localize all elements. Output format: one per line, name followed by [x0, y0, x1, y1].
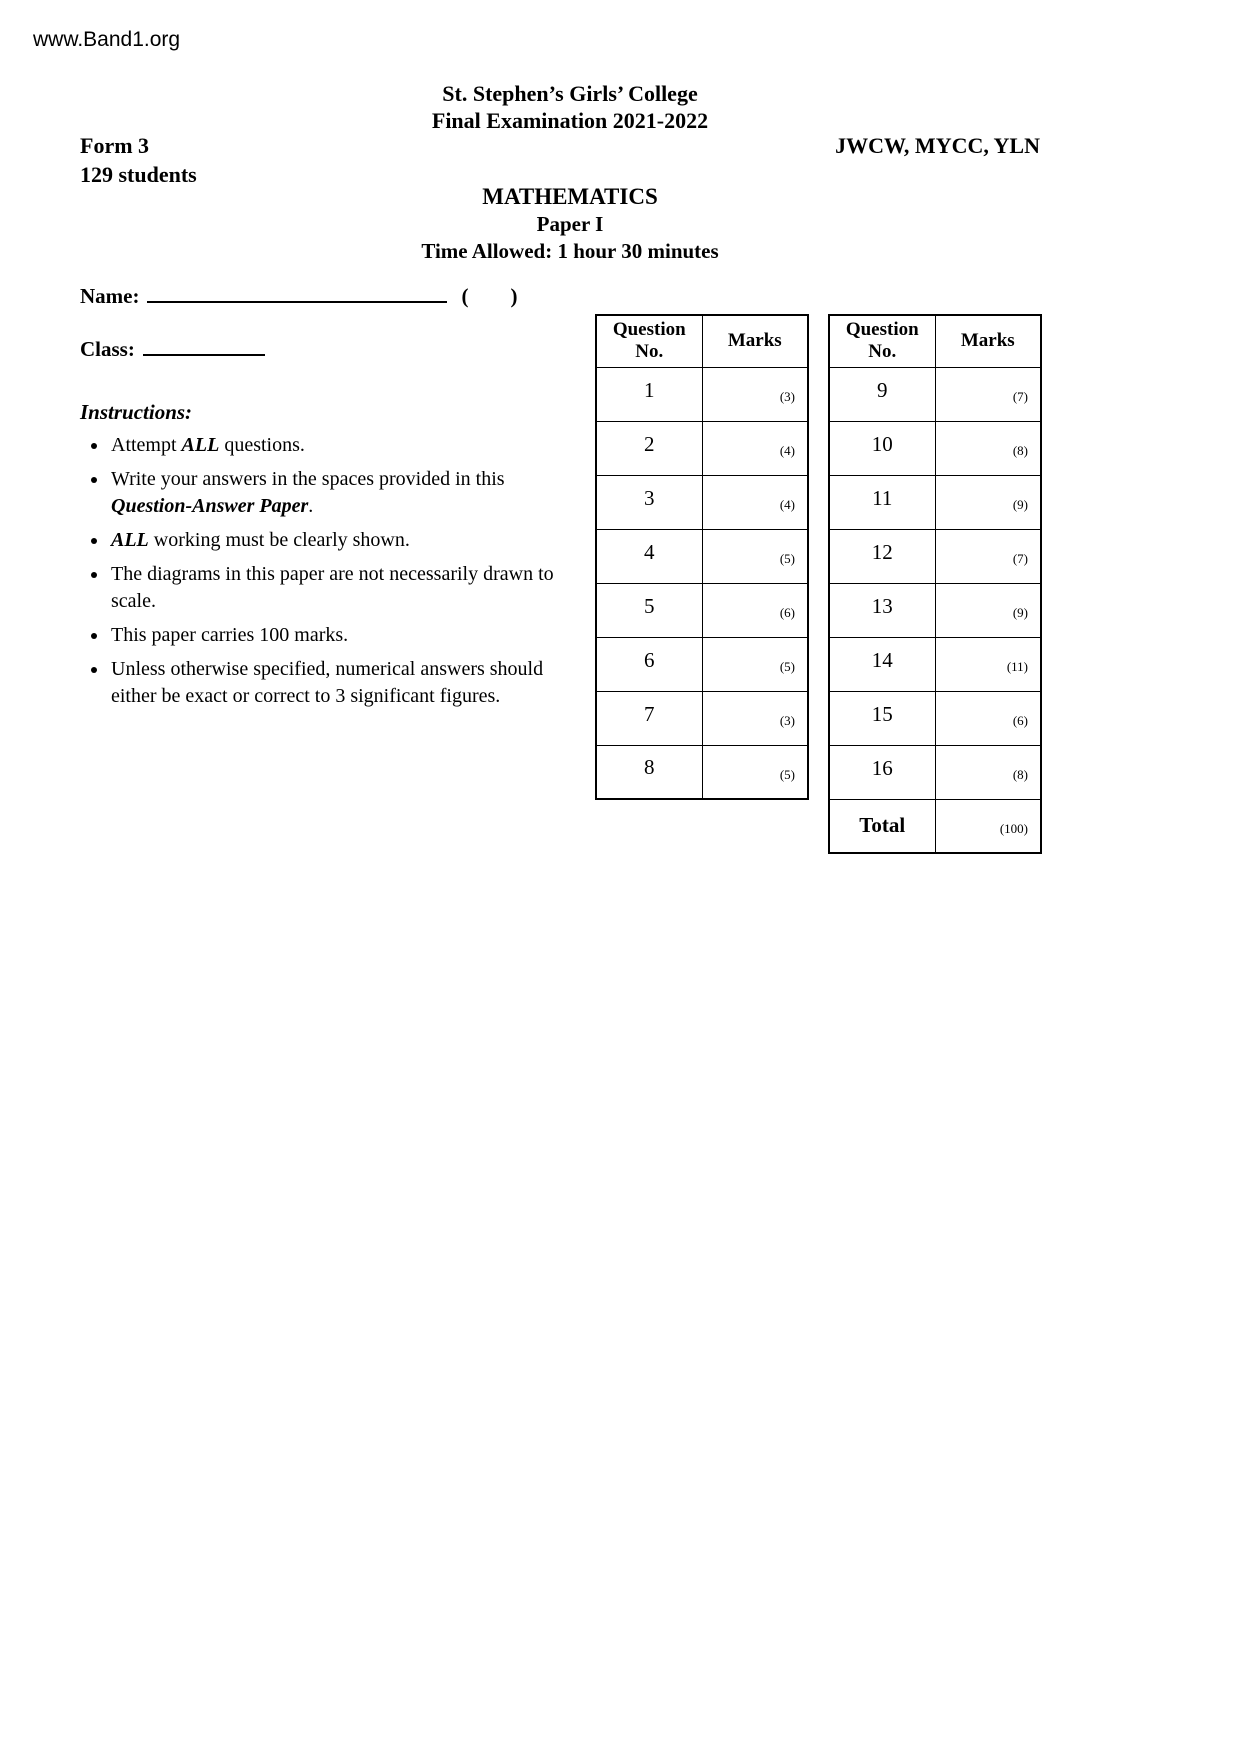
question-number: 14 [829, 637, 935, 691]
instructions-list [82, 432, 569, 717]
instruction-item [109, 561, 569, 615]
total-label: Total [829, 799, 935, 853]
instruction-item [109, 622, 569, 649]
question-marks: (9) [935, 475, 1041, 529]
class-field-row [80, 336, 265, 362]
name-blank-line [147, 283, 447, 303]
name-field-row [80, 283, 517, 309]
time-allowed: Time Allowed: 1 hour 30 minutes [421, 239, 719, 263]
class-label: Class: [80, 337, 135, 361]
table-row [596, 691, 808, 745]
instruction-item [109, 466, 569, 520]
table-row [596, 421, 808, 475]
marks-table-questions-1-8 [595, 314, 809, 800]
table-row [829, 421, 1041, 475]
question-marks: (6) [935, 691, 1041, 745]
question-marks: (8) [935, 745, 1041, 799]
question-marks: (3) [702, 691, 808, 745]
instruction-emphasis: ALL [111, 529, 149, 551]
class-blank-line [143, 336, 265, 356]
instruction-text: . [308, 495, 314, 517]
question-marks: (11) [935, 637, 1041, 691]
watermark-url: www.Band1.org [33, 28, 181, 51]
table-header-row [829, 315, 1041, 367]
question-marks: (4) [702, 475, 808, 529]
instruction-text: working must be clearly shown. [148, 529, 410, 551]
instruction-emphasis: Question-Answer Paper [111, 495, 309, 517]
question-marks: (7) [935, 529, 1041, 583]
table-row [596, 367, 808, 421]
subject-header [130, 183, 1010, 265]
instruction-item [109, 527, 569, 554]
question-number: 9 [829, 367, 935, 421]
form-level: Form 3 [80, 133, 150, 158]
paper-number: Paper I [536, 212, 604, 236]
marks-header: Marks [935, 315, 1041, 367]
instruction-emphasis: ALL [181, 434, 220, 456]
question-marks: (9) [935, 583, 1041, 637]
marks-header: Marks [702, 315, 808, 367]
question-marks: (6) [702, 583, 808, 637]
table-row [596, 745, 808, 799]
instruction-text: The diagrams in this paper are not necessarily drawn to scale. [111, 563, 554, 612]
table-row [829, 745, 1041, 799]
marks-table-questions-9-16 [828, 314, 1042, 854]
question-no-header: Question No. [829, 315, 935, 367]
question-marks: (8) [935, 421, 1041, 475]
question-number: 1 [596, 367, 702, 421]
school-name: St. Stephen’s Girls’ College [442, 81, 698, 106]
question-number: 13 [829, 583, 935, 637]
form-info [80, 131, 197, 189]
question-number: 8 [596, 745, 702, 799]
question-no-header: Question No. [596, 315, 702, 367]
instruction-text: Attempt [111, 434, 182, 456]
question-marks: (5) [702, 745, 808, 799]
question-marks: (4) [702, 421, 808, 475]
question-number: 6 [596, 637, 702, 691]
table-row [829, 583, 1041, 637]
question-number: 15 [829, 691, 935, 745]
question-number: 5 [596, 583, 702, 637]
exam-title: Final Examination 2021-2022 [431, 108, 709, 133]
table-row [829, 529, 1041, 583]
question-number: 10 [829, 421, 935, 475]
instruction-text: questions. [219, 434, 305, 456]
question-number: 2 [596, 421, 702, 475]
question-marks: (5) [702, 529, 808, 583]
table-row [829, 691, 1041, 745]
table-row [829, 475, 1041, 529]
question-marks: (3) [702, 367, 808, 421]
teacher-initials: JWCW, MYCC, YLN [835, 133, 1040, 158]
instruction-item [109, 432, 569, 459]
table-total-row [829, 799, 1041, 853]
table-row [829, 367, 1041, 421]
subject-title: MATHEMATICS [482, 184, 658, 209]
table-row [596, 583, 808, 637]
table-header-row [596, 315, 808, 367]
instruction-item [109, 656, 569, 710]
instruction-text: Write your answers in the spaces provided in this [111, 468, 505, 490]
instructions-heading: Instructions: [80, 400, 193, 424]
name-label: Name: [80, 284, 140, 308]
table-row [596, 529, 808, 583]
total-marks: (100) [935, 799, 1041, 853]
question-number: 12 [829, 529, 935, 583]
instruction-text: This paper carries 100 marks. [111, 624, 349, 646]
instruction-text: Unless otherwise specified, numerical answers should either be exact or correct to 3 significant figures. [111, 658, 544, 707]
question-number: 16 [829, 745, 935, 799]
question-number: 11 [829, 475, 935, 529]
class-number-parentheses: ( ) [461, 284, 518, 308]
question-number: 4 [596, 529, 702, 583]
question-marks: (5) [702, 637, 808, 691]
exam-header [130, 80, 1010, 134]
question-number: 7 [596, 691, 702, 745]
table-row [829, 637, 1041, 691]
student-count: 129 students [80, 162, 197, 187]
table-row [596, 475, 808, 529]
question-marks: (7) [935, 367, 1041, 421]
table-row [596, 637, 808, 691]
question-number: 3 [596, 475, 702, 529]
